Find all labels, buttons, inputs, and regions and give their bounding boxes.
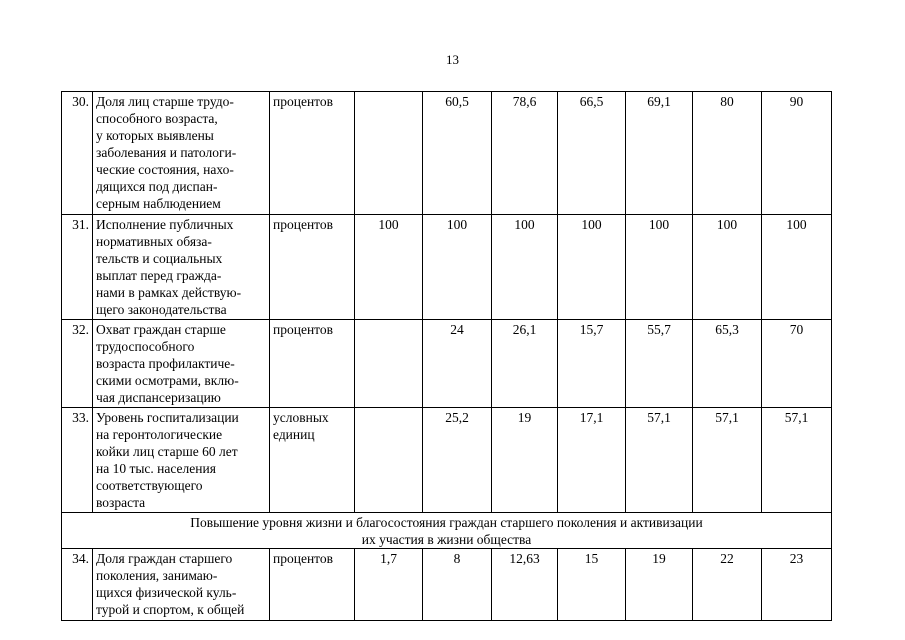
cell-text-line: Повышение уровня жизни и благосостояния граждан старшего поколения и активизации [190, 515, 703, 530]
row-number: 31. [62, 215, 93, 320]
value-cell: 60,5 [423, 92, 492, 215]
cell-text-line: скими осмотрами, вклю- [96, 373, 239, 388]
table-row [62, 549, 832, 621]
cell-text-line: ческие состояния, нахо- [96, 162, 234, 177]
cell-text-line: способного возраста, [96, 111, 218, 126]
value-cell: 15 [558, 549, 626, 621]
value-cell: 100 [355, 215, 423, 320]
table-row [62, 92, 832, 215]
value-cell: 100 [492, 215, 558, 320]
value-cell: 100 [626, 215, 693, 320]
unit-of-measure [270, 215, 355, 320]
cell-text-line: у которых выявлены [96, 128, 214, 143]
value-cell: 8 [423, 549, 492, 621]
value-cell: 19 [626, 549, 693, 621]
cell-text-line: на 10 тыс. населения [96, 461, 216, 476]
cell-text-line: их участия в жизни общества [361, 532, 532, 547]
cell-text-line: Исполнение публичных [96, 217, 234, 232]
cell-text-line: возраста [96, 495, 146, 510]
value-cell: 17,1 [558, 408, 626, 513]
value-cell: 24 [423, 320, 492, 408]
cell-text-line: дящихся под диспан- [96, 179, 218, 194]
cell-text-line: трудоспособного [96, 339, 195, 354]
cell-text-line: серным наблюдением [96, 196, 221, 211]
cell-text-line: процентов [273, 322, 334, 337]
value-cell: 55,7 [626, 320, 693, 408]
value-cell: 70 [762, 320, 832, 408]
value-cell: 15,7 [558, 320, 626, 408]
page-number: 13 [446, 52, 459, 67]
section-heading-row [62, 513, 832, 549]
table-row [62, 408, 832, 513]
cell-text-line: соответствующего [96, 478, 203, 493]
value-cell: 65,3 [693, 320, 762, 408]
cell-text-line: Доля граждан старшего [96, 551, 233, 566]
value-cell: 25,2 [423, 408, 492, 513]
section-heading [62, 513, 832, 549]
value-cell: 100 [762, 215, 832, 320]
value-cell: 23 [762, 549, 832, 621]
table-row [62, 215, 832, 320]
row-number: 34. [62, 549, 93, 621]
value-cell: 100 [423, 215, 492, 320]
cell-text-line: Доля лиц старше трудо- [96, 94, 234, 109]
cell-text-line: процентов [273, 551, 334, 566]
unit-of-measure [270, 320, 355, 408]
unit-of-measure [270, 408, 355, 513]
table-body [62, 92, 832, 621]
cell-text-line: турой и спортом, к общей [96, 602, 245, 617]
value-cell: 12,63 [492, 549, 558, 621]
cell-text-line: щего законодательства [96, 302, 227, 317]
cell-text-line: нами в рамках действую- [96, 285, 242, 300]
cell-text-line: на геронтологические [96, 427, 223, 442]
cell-text-line: условных [273, 410, 329, 425]
value-cell: 69,1 [626, 92, 693, 215]
value-cell: 66,5 [558, 92, 626, 215]
cell-text-line: поколения, занимаю- [96, 568, 218, 583]
cell-text-line: процентов [273, 217, 334, 232]
indicator-name [93, 549, 270, 621]
indicator-name [93, 408, 270, 513]
value-cell: 57,1 [693, 408, 762, 513]
row-number: 30. [62, 92, 93, 215]
value-cell [355, 320, 423, 408]
value-cell: 78,6 [492, 92, 558, 215]
value-cell: 19 [492, 408, 558, 513]
value-cell: 22 [693, 549, 762, 621]
cell-text-line: процентов [273, 94, 334, 109]
value-cell [355, 92, 423, 215]
indicator-name [93, 92, 270, 215]
value-cell: 90 [762, 92, 832, 215]
cell-text-line: нормативных обяза- [96, 234, 212, 249]
cell-text-line: щихся физической куль- [96, 585, 237, 600]
cell-text-line: чая диспансеризацию [96, 390, 221, 405]
indicators-table [61, 91, 832, 621]
value-cell: 57,1 [626, 408, 693, 513]
indicator-name [93, 320, 270, 408]
cell-text-line: койки лиц старше 60 лет [96, 444, 238, 459]
value-cell [355, 408, 423, 513]
value-cell: 26,1 [492, 320, 558, 408]
indicator-name [93, 215, 270, 320]
value-cell: 80 [693, 92, 762, 215]
cell-text-line: единиц [273, 427, 315, 442]
unit-of-measure [270, 92, 355, 215]
value-cell: 57,1 [762, 408, 832, 513]
row-number: 32. [62, 320, 93, 408]
value-cell: 100 [693, 215, 762, 320]
unit-of-measure [270, 549, 355, 621]
cell-text-line: заболевания и патологи- [96, 145, 237, 160]
cell-text-line: Уровень госпитализации [96, 410, 239, 425]
value-cell: 100 [558, 215, 626, 320]
cell-text-line: возраста профилактиче- [96, 356, 235, 371]
cell-text-line: Охват граждан старше [96, 322, 226, 337]
value-cell: 1,7 [355, 549, 423, 621]
row-number: 33. [62, 408, 93, 513]
cell-text-line: тельств и социальных [96, 251, 223, 266]
cell-text-line: выплат перед гражда- [96, 268, 222, 283]
table-row [62, 320, 832, 408]
